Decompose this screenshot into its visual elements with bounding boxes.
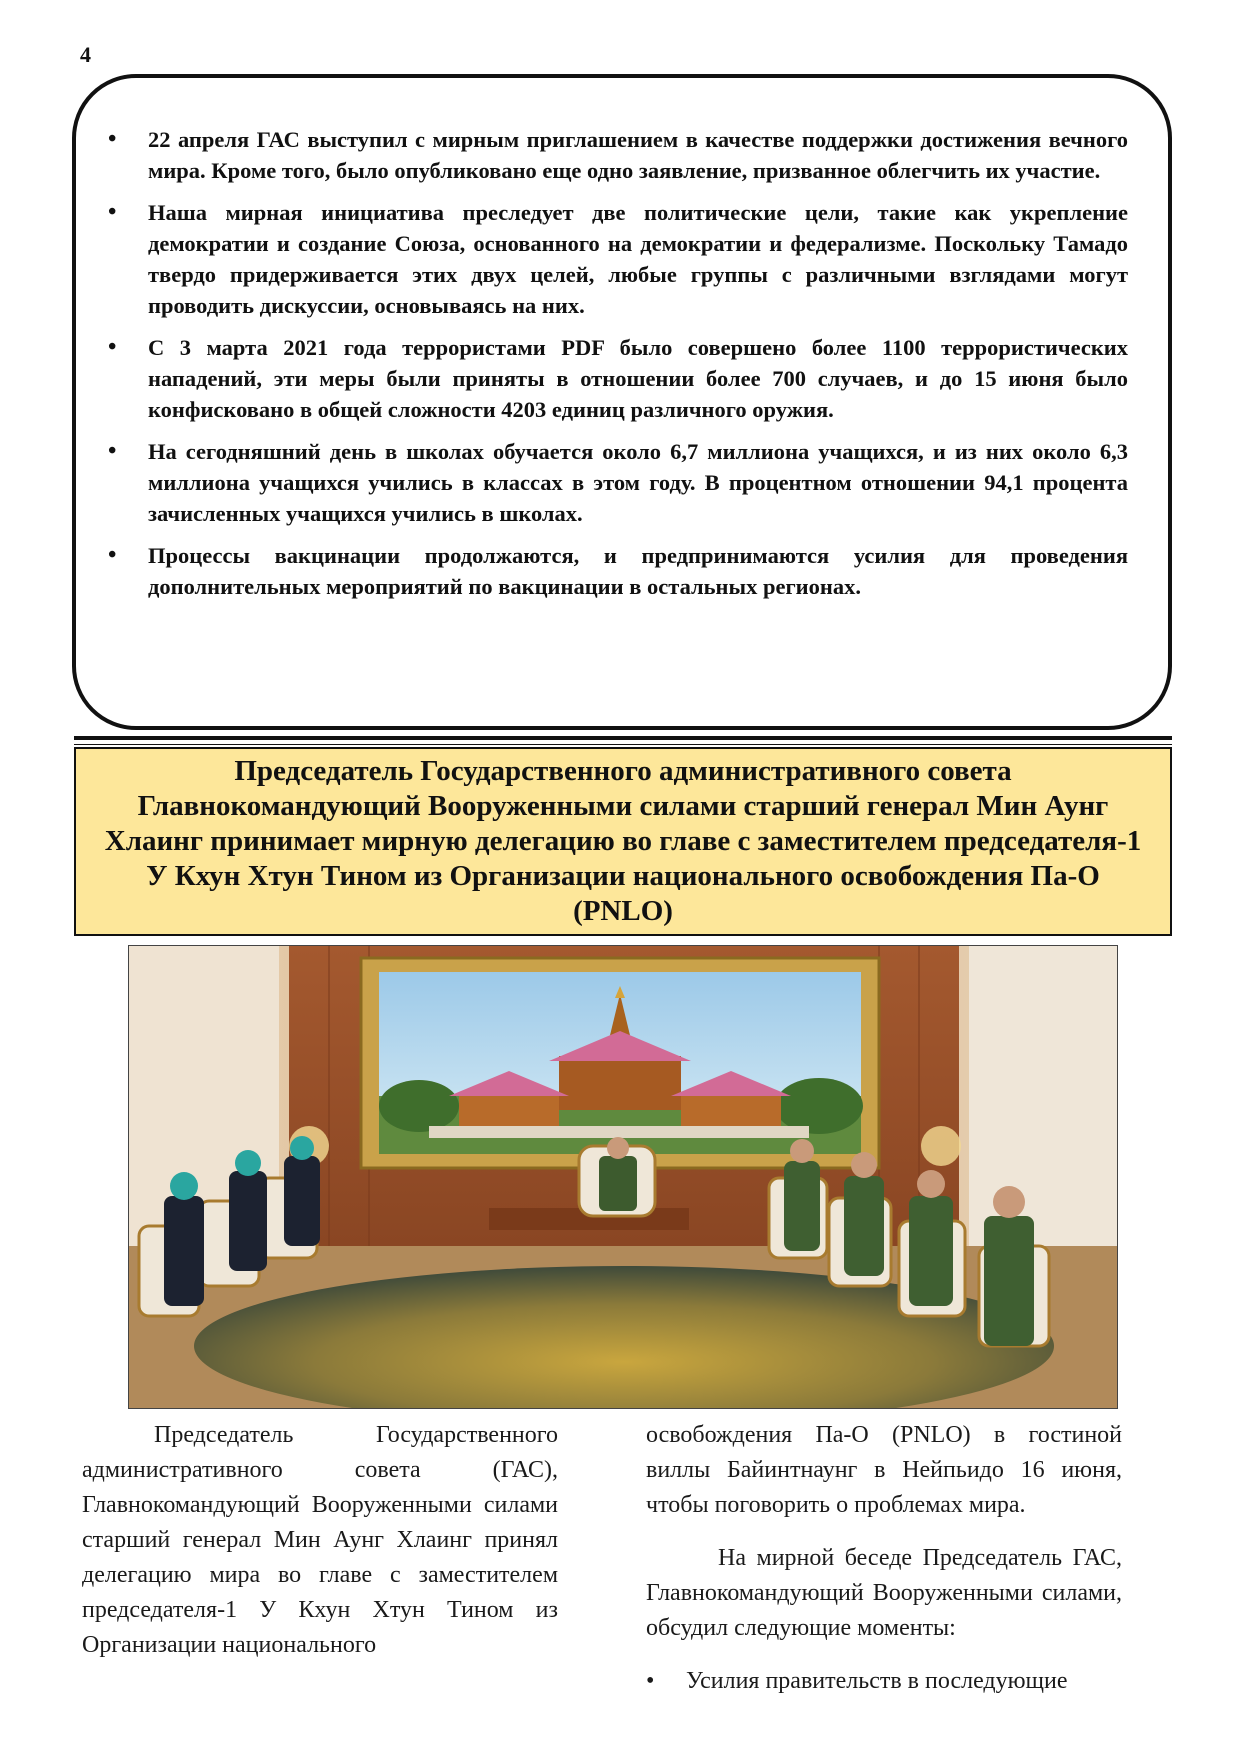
article-paragraph: Председатель Государственного административного совета (ГАС), Главнокомандующий Вооруженными силами старший генерал Мин Аунг Хлаинг принял делегацию мира во главе с заместителем председателя-1 У Кхун Хтун Тином из Организации национального: [82, 1422, 558, 1658]
divider-thin: [74, 744, 1172, 745]
page-number: 4: [80, 42, 91, 67]
article-paragraph: освобождения Па-О (PNLO) в гостиной виллы Байинтнаунг в Нейпьидо 16 июня, чтобы поговорить о проблемах мира.: [646, 1422, 1122, 1518]
headline-box: [74, 747, 1172, 936]
divider-thick: [74, 736, 1172, 740]
article-bullet: • Усилия правительств в последующие: [646, 1664, 1122, 1699]
summary-list: [106, 124, 1128, 602]
summary-bullet: • С 3 марта 2021 года террористами PDF было совершено более 1100 террористических нападений, эти меры были приняты в отношении более 700 случаев, и до 15 июня было конфисковано в общей сложности 4203 единиц различного оружия.: [106, 332, 1128, 425]
article-paragraph: На мирной беседе Председатель ГАС, Главнокомандующий Вооруженными силами, обсудил следующие моменты:: [646, 1545, 1122, 1641]
meeting-photo: [128, 945, 1118, 1409]
summary-bullet: • Наша мирная инициатива преследует две политические цели, такие как укрепление демократии и создание Союза, основанного на демократии и федерализме. Поскольку Тамадо твердо придерживается этих двух целей, любые группы с различными взглядами могут проводить дискуссии, основываясь на них.: [106, 197, 1128, 321]
summary-bullet: • Процессы вакцинации продолжаются, и предпринимаются усилия для проведения дополнительных мероприятий по вакцинации в остальных регионах.: [106, 540, 1128, 602]
article-column-right: [646, 1418, 1122, 1699]
summary-box: [72, 74, 1172, 730]
article-column-left: [82, 1418, 558, 1663]
summary-bullet: • На сегодняшний день в школах обучается около 6,7 миллиона учащихся, и из них около 6,3 миллиона учащихся учились в классах в этом году. В процентном отношении 94,1 процента зачисленных учащихся учились в школах.: [106, 436, 1128, 529]
article-headline: Председатель Государственного административного совета Главнокомандующий Вооруженными силами старший генерал Мин Аунг Хлаинг принимает мирную делегацию во главе с заместителем председателя-1 У Кхун Хтун Тином из Организации национального освобождения Па-О (PNLO): [104, 755, 1142, 927]
summary-bullet: • 22 апреля ГАС выступил с мирным приглашением в качестве поддержки достижения вечного мира. Кроме того, было опубликовано еще одно заявление, призванное облегчить их участие.: [106, 124, 1128, 186]
